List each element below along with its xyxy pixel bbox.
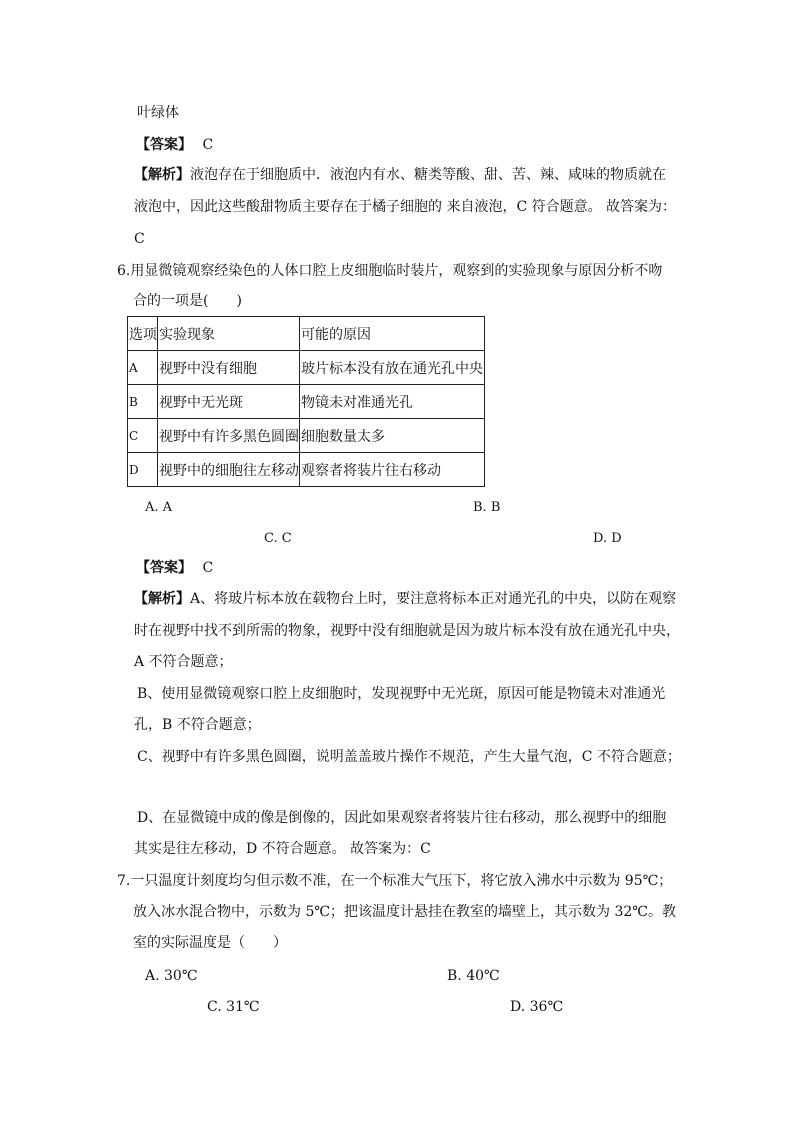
option-d: D. 36℃ [510,999,564,1015]
question-text: 一只温度计刻度均匀但示数不准，在一个标准大气压下，将它放入沸水中示数为 95℃； [130,873,673,889]
analysis-line [134,166,666,184]
table-cell: D [128,453,158,487]
analysis-line [134,590,676,608]
option-b: B. B [473,500,501,515]
analysis-text: 孔，B 不符合题意； [134,717,261,733]
question-text: 用显微镜观察经染色的人体口腔上皮细胞临时装片，观察到的实验现象与原因分析不吻 [130,263,663,279]
table-row [128,419,485,453]
analysis-text: D、在显微镜中成的像是倒像的，因此如果观察者将装片往右移动，那么视野中的细胞 [137,810,667,826]
table-cell: 物镜未对准通光孔 [300,385,485,419]
table-cell: 视野中没有细胞 [158,351,300,385]
analysis-label: 【解析】 [134,591,190,607]
table-cell: 细胞数量太多 [300,419,485,453]
option-c: C. C [264,531,292,546]
analysis-label: 【解析】 [134,167,190,183]
question-number: 6. [117,263,131,279]
answer-line [136,559,213,577]
option-a: A. A [145,500,173,515]
table-header-cell: 可能的原因 [300,317,485,351]
analysis-text: A 不符合题意； [134,654,233,670]
analysis-text: A、将玻片标本放在载物台上时，要注意将标本正对通光孔的中央，以防在观察 [190,591,677,607]
analysis-text: C、视野中有许多黑色圆圈，说明盖盖玻片操作不规范，产生大量气泡，C 不符合题意； [137,749,681,765]
table-header-cell: 实验现象 [158,317,300,351]
table-header-cell: 选项 [128,317,158,351]
answer-label: 【答案】 [136,137,192,153]
table-cell: C [128,419,158,453]
question-stem [117,872,672,890]
table-header-row [128,317,485,351]
answer-value: C [202,560,214,576]
table-cell: 视野中的细胞往左移动 [158,453,300,487]
analysis-text: 时在视野中找不到所需的物象，视野中没有细胞就是因为玻片标本没有放在通光孔中央， [134,623,680,639]
question-number: 7. [117,873,131,889]
analysis-text: B、使用显微镜观察口腔上皮细胞时，发现视野中无光斑，原因可能是物镜未对准通光 [137,686,666,702]
analysis-text: 液泡存在于细胞质中．液泡内有水、糖类等酸、甜、苦、辣、咸味的物质就在 [190,167,666,183]
option-b: B. 40℃ [447,968,500,984]
option-text: 叶绿体 [137,105,179,121]
option-d: D. D [593,531,622,546]
analysis-text: 液泡中，因此这些酸甜物质主要存在于橘子细胞的 来自液泡，C 符合题意。 故答案为： [134,199,677,215]
table-cell: 视野中无光斑 [158,385,300,419]
table-row [128,351,485,385]
option-c: C. 31℃ [207,999,260,1015]
table-cell: 观察者将装片往右移动 [300,453,485,487]
answer-value: C [202,137,214,153]
table-row [128,453,485,487]
analysis-text: C [134,231,145,247]
table-cell: B [128,385,158,419]
question-text: 合的一项是( ) [133,293,242,309]
option-a: A. 30℃ [145,968,198,984]
observation-table [127,316,485,487]
answer-label: 【答案】 [136,560,192,576]
table-row [128,385,485,419]
answer-line [136,136,213,154]
table-cell: 视野中有许多黑色圆圈 [158,419,300,453]
question-text: 放入冰水混合物中，示数为 5℃；把该温度计悬挂在教室的墙壁上，其示数为 32℃。教 [133,904,676,920]
question-stem [117,262,662,280]
analysis-text: 其实是往左移动，D 不符合题意。 故答案为：C [134,841,431,857]
question-text: 室的实际温度是（ ） [133,935,287,951]
table-cell: A [128,351,158,385]
table-cell: 玻片标本没有放在通光孔中央 [300,351,485,385]
